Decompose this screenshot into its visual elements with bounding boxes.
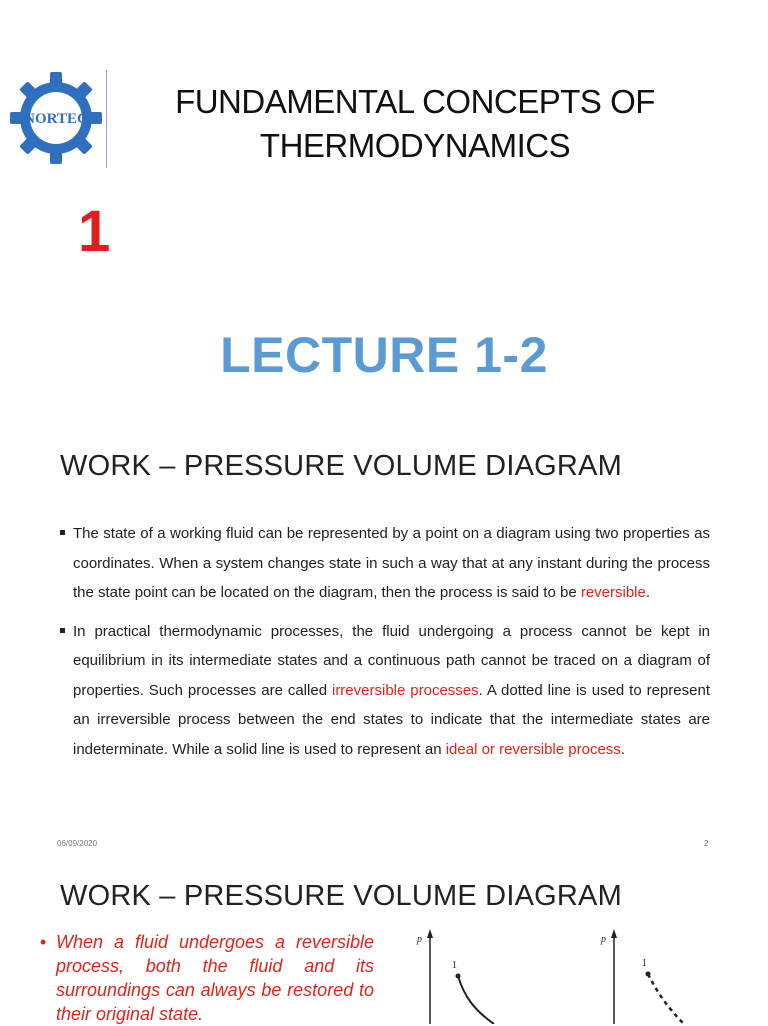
bullet-text: In practical thermodynamic processes, the fluid undergoing a process cannot be kept in equilibrium in its intermediate states and a continuous path cannot be traced on a diagram of properties. Such processes are called xyxy=(73,622,710,699)
highlight-ideal: ideal or reversible process xyxy=(445,740,621,758)
title-line-1: FUNDAMENTAL CONCEPTS OF xyxy=(175,83,655,120)
nortec-gear-logo-icon xyxy=(8,70,104,166)
state-1-label: 1 xyxy=(642,958,647,969)
footer-date: 06/09/2020 xyxy=(57,839,98,848)
highlight-irreversible: irreversible processes xyxy=(331,681,479,699)
p-axis-label: p xyxy=(601,934,606,945)
footer-page-number: 2 xyxy=(704,839,709,848)
state-1-label: 1 xyxy=(452,960,457,971)
bullet-item xyxy=(60,519,710,608)
bullet-item xyxy=(60,617,710,765)
bullet-item-reversible xyxy=(40,930,374,1026)
p-axis-label: p xyxy=(417,934,422,945)
slide-number: 1 xyxy=(78,199,111,264)
section-heading-1: WORK – PRESSURE VOLUME DIAGRAM xyxy=(60,450,622,482)
bullet-text: When a fluid undergoes a reversible process, both the fluid and its surroundings can always be restored to their original state. xyxy=(56,932,374,1024)
logo-divider xyxy=(106,70,107,168)
reversible-process-curve xyxy=(458,976,494,1024)
pv-diagram-irreversible xyxy=(598,926,718,1024)
bullet-text-middle: . A dotted line is used to represent an irreversible process between the end states to indicate that the intermediate states are indeterminate. While a solid line is used to represent an xyxy=(73,681,710,758)
p-axis-arrow-icon xyxy=(611,929,617,938)
lecture-title: LECTURE 1-2 xyxy=(220,327,548,383)
logo-text: NORTEC xyxy=(24,111,88,127)
bullet-text-end: . xyxy=(645,584,651,601)
bullet-text: The state of a working fluid can be represented by a point on a diagram using two properties as coordinates. When a system changes state in such a way that at any instant during the process the state point can be located on the diagram, then the process is said to be xyxy=(73,525,710,601)
bullet-dot-icon: • xyxy=(40,932,47,952)
page-title xyxy=(120,80,710,168)
bullet-list xyxy=(60,519,710,773)
irreversible-process-dotted-curve xyxy=(648,974,684,1024)
section-heading-2: WORK – PRESSURE VOLUME DIAGRAM xyxy=(60,880,622,912)
square-bullet-icon xyxy=(60,530,65,535)
pv-diagram-reversible xyxy=(414,926,534,1024)
title-line-2: THERMODYNAMICS xyxy=(259,127,571,164)
bullet-text-end: . xyxy=(620,740,625,758)
square-bullet-icon xyxy=(60,628,65,633)
p-axis-arrow-icon xyxy=(427,929,433,938)
highlight-reversible: reversible xyxy=(580,584,646,601)
